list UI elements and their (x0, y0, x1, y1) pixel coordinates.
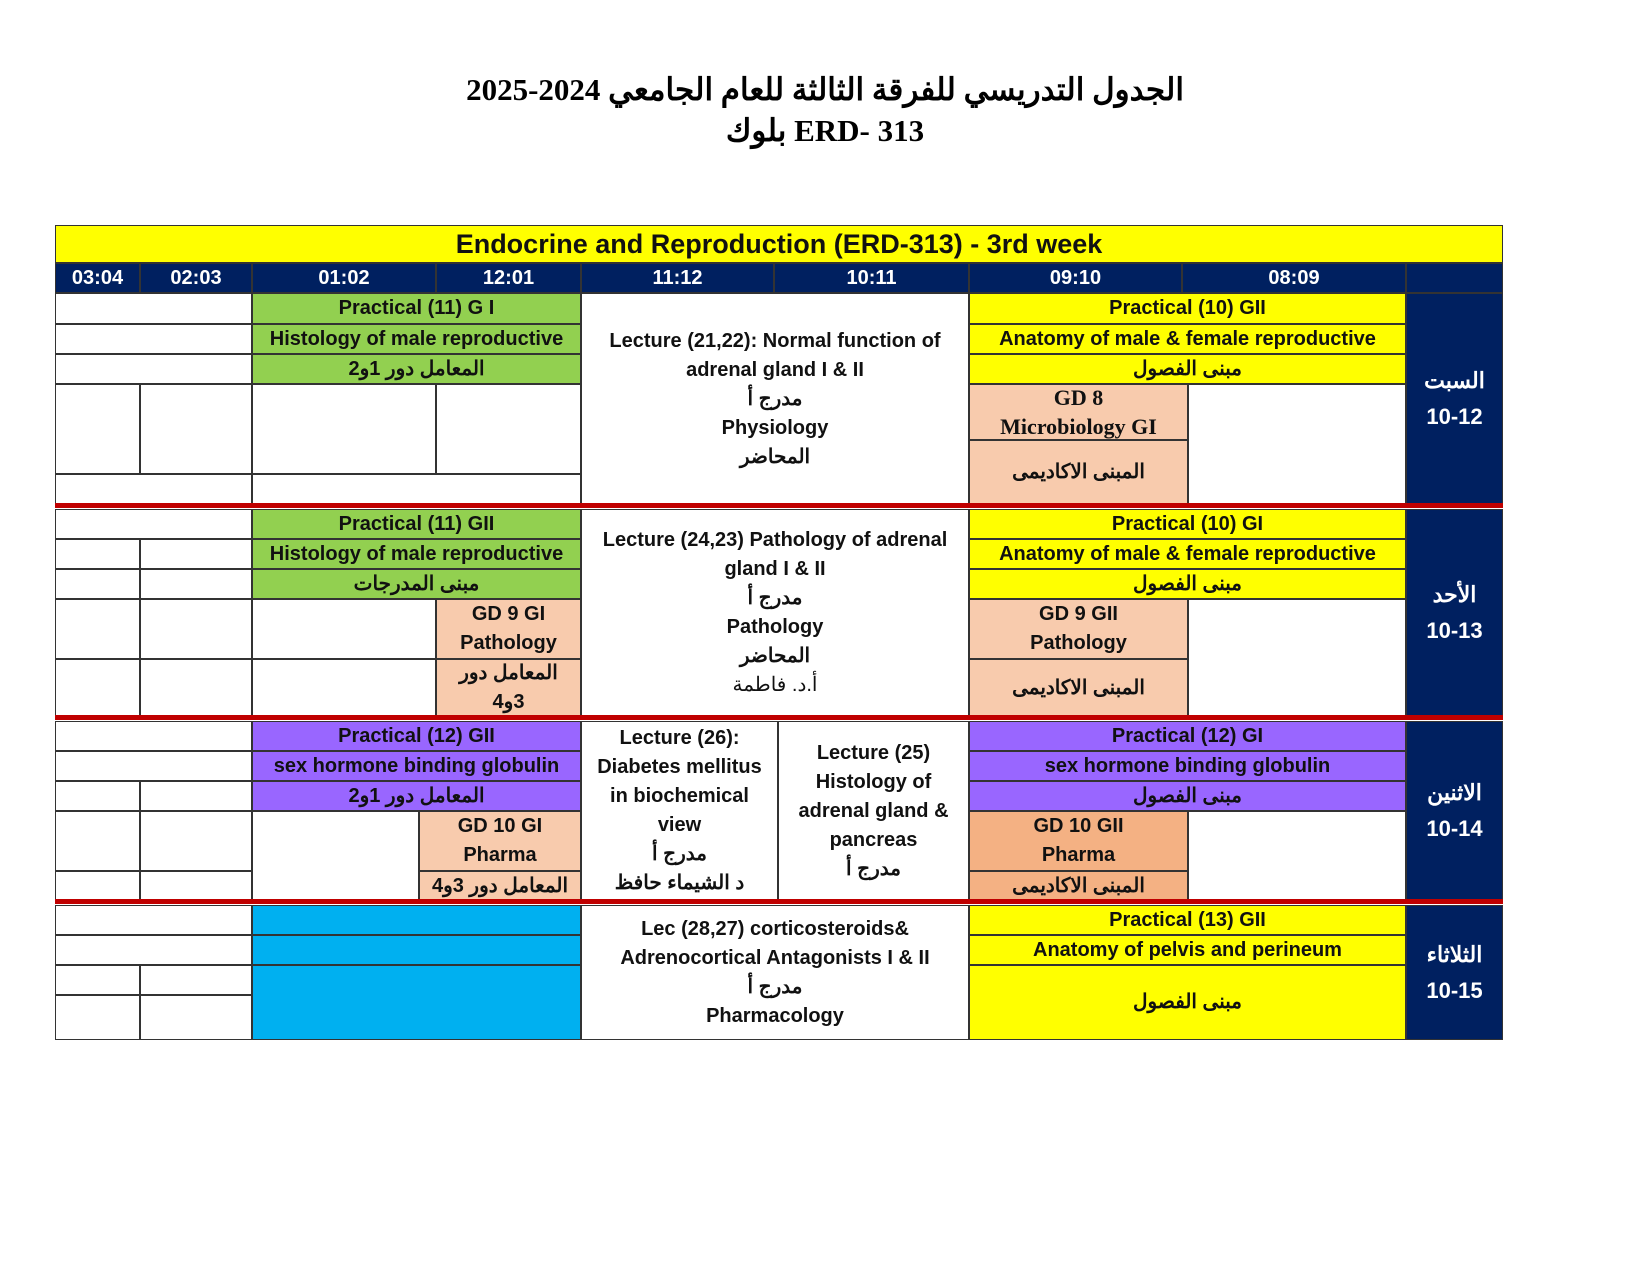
practical-location (969, 965, 1406, 1040)
practical-topic (969, 935, 1406, 965)
time-header-text: 10:11 (846, 266, 897, 289)
group-discussion-cell (969, 811, 1188, 871)
time-header (55, 263, 140, 293)
empty-cell (140, 384, 252, 474)
group-discussion-location-text: المعامل دور (459, 662, 558, 684)
empty-cell (252, 659, 436, 717)
practical-title (252, 293, 581, 324)
group-discussion-cell-text: Pathology (460, 632, 557, 654)
practical-title (252, 721, 581, 751)
lecture-cell-text: adrenal gland I & II (686, 358, 864, 381)
week-banner-text: Endocrine and Reproduction (ERD-313) - 3rd week (455, 228, 1103, 259)
empty-cell (55, 781, 140, 811)
empty-cell (55, 935, 252, 965)
empty-cell (55, 324, 252, 354)
practical-topic-text: Anatomy of male & female reproductive (999, 327, 1376, 350)
day-header-empty (1406, 263, 1503, 293)
practical-title-text: Practical (12) GI (1111, 724, 1264, 747)
group-discussion-location-text: المبنى الاكاديمى (1012, 874, 1145, 897)
time-header (969, 263, 1182, 293)
group-discussion-cell-text: GD 9 GI (471, 603, 546, 625)
practical-topic-text: Anatomy of pelvis and perineum (1033, 938, 1342, 961)
practical-title-text: Practical (12) GII (338, 724, 495, 747)
practical-title-text: Practical (11) GII (338, 512, 495, 535)
lecture-cell-text: مدرج أ (747, 387, 803, 410)
empty-cell (1188, 599, 1406, 717)
time-header (252, 263, 436, 293)
blue-block (252, 905, 581, 935)
lecture-cell-text: gland I & II (724, 558, 826, 580)
practical-location-text: مبنى الفصول (1133, 357, 1242, 380)
group-discussion-location-text: المبنى الاكاديمى (1012, 676, 1145, 699)
group-discussion-cell-text: GD 9 GII (1039, 603, 1118, 625)
empty-cell (140, 569, 252, 599)
lecture-cell-text: Lecture (25) (816, 741, 931, 764)
lecture-cell-text: view (657, 814, 702, 836)
practical-location-text: مبنى الفصول (1133, 991, 1242, 1013)
group-discussion-location (419, 871, 581, 901)
practical-title (969, 905, 1406, 935)
practical-topic (252, 539, 581, 569)
document-title: الجدول التدريسي للفرقة الثالثة للعام الجامعي 2024-2025 (466, 72, 1184, 107)
practical-topic (969, 539, 1406, 569)
practical-topic-text: Anatomy of male & female reproductive (999, 542, 1376, 565)
empty-cell (1188, 811, 1406, 901)
day-separator (55, 715, 1503, 720)
empty-cell (252, 811, 419, 901)
week-banner (55, 225, 1503, 263)
lecture-cell (581, 509, 969, 717)
group-discussion-cell (419, 811, 581, 871)
day-label-text: السبت (1424, 368, 1485, 393)
day-label-text: 10-15 (1426, 977, 1483, 1003)
lecture-cell-text: Physiology (721, 416, 829, 439)
practical-title (969, 721, 1406, 751)
group-discussion-cell-text: GD 10 GII (1033, 815, 1124, 837)
lecture-cell-text: adrenal gland & (798, 799, 949, 822)
time-header-text: 01:02 (318, 266, 370, 289)
lecture-cell-text: Lecture (21,22): Normal function of (609, 329, 941, 352)
practical-location-text: المعامل دور 1و2 (348, 784, 485, 807)
lecture-cell-text: Diabetes mellitus (597, 756, 762, 778)
lecture-cell-text: مدرج أ (747, 975, 803, 998)
day-label-text: 10-14 (1426, 816, 1483, 841)
blue-block (252, 935, 581, 965)
time-header-text: 02:03 (170, 266, 222, 289)
day-label (1406, 293, 1503, 505)
lecture-cell-text: د الشيماء حافظ (614, 872, 745, 894)
empty-cell (252, 474, 581, 505)
group-discussion-cell (436, 599, 581, 659)
lecture-cell-text: مدرج أ (652, 843, 707, 865)
practical-title (969, 293, 1406, 324)
day-label (1406, 721, 1503, 901)
empty-cell (55, 659, 140, 717)
lecture-cell (581, 721, 778, 901)
group-discussion-cell-text: Microbiology GI (1000, 414, 1157, 439)
practical-title-text: Practical (13) GII (1109, 908, 1266, 931)
empty-cell (55, 751, 252, 781)
blue-block (252, 965, 581, 1040)
time-header-text: 03:04 (71, 266, 124, 289)
group-discussion-location (969, 871, 1188, 901)
lecture-cell-text: مدرج أ (747, 587, 803, 609)
time-header (581, 263, 774, 293)
lecture-cell-text: المحاضر (739, 645, 811, 667)
group-discussion-cell-text: Pharma (1041, 844, 1116, 866)
practical-location-text: مبنى المدرجات (353, 572, 480, 595)
practical-topic (252, 751, 581, 781)
lecture-cell-text: مدرج أ (846, 857, 901, 880)
time-header (140, 263, 252, 293)
day-label-text: 10-13 (1426, 618, 1483, 643)
empty-cell (55, 871, 140, 901)
practical-location (252, 781, 581, 811)
practical-topic (252, 324, 581, 354)
time-header-text: 08:09 (1268, 266, 1320, 289)
lecture-cell-text: Lec (28,27) corticosteroids& (641, 917, 909, 940)
group-discussion-cell-text: Pathology (1030, 632, 1127, 654)
lecture-cell-text: Histology of (815, 770, 932, 793)
practical-location-text: مبنى الفصول (1133, 784, 1242, 807)
empty-cell (55, 811, 140, 871)
practical-location (969, 354, 1406, 384)
lecture-cell (581, 293, 969, 505)
time-header (436, 263, 581, 293)
time-header (774, 263, 969, 293)
group-discussion-cell (969, 599, 1188, 659)
lecture-cell-text: Pharmacology (706, 1004, 844, 1027)
empty-cell (140, 871, 252, 901)
lecture-cell-text: pancreas (829, 828, 918, 851)
lecture-cell-text: Lecture (24,23) Pathology of adrenal (602, 529, 948, 551)
group-discussion-cell-text: GD 10 GI (457, 815, 543, 837)
lecture-cell-text: Adrenocortical Antagonists I & II (620, 946, 930, 969)
empty-cell (55, 965, 140, 995)
empty-cell (140, 599, 252, 659)
empty-cell (55, 293, 252, 324)
lecture-cell-text: in biochemical (610, 785, 749, 807)
group-discussion-location-text: المبنى الاكاديمى (1012, 461, 1145, 483)
time-header (1182, 263, 1406, 293)
lecture-cell-text: المحاضر (739, 445, 811, 468)
lecture-cell-text: أ.د. فاطمة (732, 674, 818, 696)
practical-location-text: مبنى الفصول (1133, 572, 1242, 595)
practical-topic-text: sex hormone binding globulin (1044, 754, 1331, 777)
time-header-text: 09:10 (1049, 266, 1102, 289)
practical-title (252, 509, 581, 539)
group-discussion-location-text: المعامل دور 3و4 (431, 874, 569, 897)
empty-cell (55, 905, 252, 935)
time-header-text: 11:12 (652, 266, 703, 289)
empty-cell (55, 599, 140, 659)
practical-location (969, 781, 1406, 811)
practical-title-text: Practical (11) G I (338, 297, 495, 319)
practical-title-text: Practical (10) GII (1109, 297, 1266, 319)
group-discussion-location (969, 440, 1188, 505)
practical-topic-text: sex hormone binding globulin (273, 754, 560, 777)
practical-location (252, 569, 581, 599)
group-discussion-location (436, 659, 581, 717)
group-discussion-location (969, 659, 1188, 717)
empty-cell (140, 965, 252, 995)
day-separator (55, 503, 1503, 508)
practical-location-text: المعامل دور 1و2 (348, 357, 485, 380)
group-discussion-cell (969, 384, 1188, 440)
day-separator (55, 899, 1503, 904)
practical-location (252, 354, 581, 384)
empty-cell (140, 539, 252, 569)
practical-topic (969, 324, 1406, 354)
day-label-text: الاثنين (1427, 780, 1482, 805)
practical-topic-text: Histology of male reproductive (269, 542, 564, 565)
empty-cell (140, 781, 252, 811)
practical-location (969, 569, 1406, 599)
empty-cell (55, 354, 252, 384)
group-discussion-cell-text: GD 8 (1053, 385, 1104, 410)
empty-cell (55, 569, 140, 599)
practical-topic-text: Histology of male reproductive (269, 327, 564, 350)
day-label-text: الثلاثاء (1426, 941, 1483, 967)
empty-cell (140, 811, 252, 871)
empty-cell (55, 509, 252, 539)
empty-cell (55, 539, 140, 569)
empty-cell (1188, 384, 1406, 505)
empty-cell (140, 659, 252, 717)
empty-cell (436, 384, 581, 474)
empty-cell (55, 721, 252, 751)
day-label (1406, 905, 1503, 1040)
empty-cell (140, 995, 252, 1040)
lecture-cell (778, 721, 969, 901)
time-header-text: 12:01 (482, 266, 535, 289)
practical-title-text: Practical (10) GI (1111, 512, 1264, 535)
practical-topic (969, 751, 1406, 781)
practical-title (969, 509, 1406, 539)
day-label-text: 10-12 (1426, 404, 1483, 429)
day-label (1406, 509, 1503, 717)
lecture-cell-text: Lecture (26): (619, 727, 740, 749)
empty-cell (252, 599, 436, 659)
group-discussion-cell-text: Pharma (463, 844, 537, 866)
block-subtitle: ERD- 313 بلوك (725, 113, 925, 148)
empty-cell (55, 474, 252, 505)
empty-cell (55, 995, 140, 1040)
group-discussion-location-text: 3و4 (492, 691, 525, 713)
lecture-cell-text: Pathology (726, 616, 824, 638)
day-label-text: الأحد (1432, 582, 1477, 607)
empty-cell (252, 384, 436, 474)
lecture-cell (581, 905, 969, 1040)
empty-cell (55, 384, 140, 474)
